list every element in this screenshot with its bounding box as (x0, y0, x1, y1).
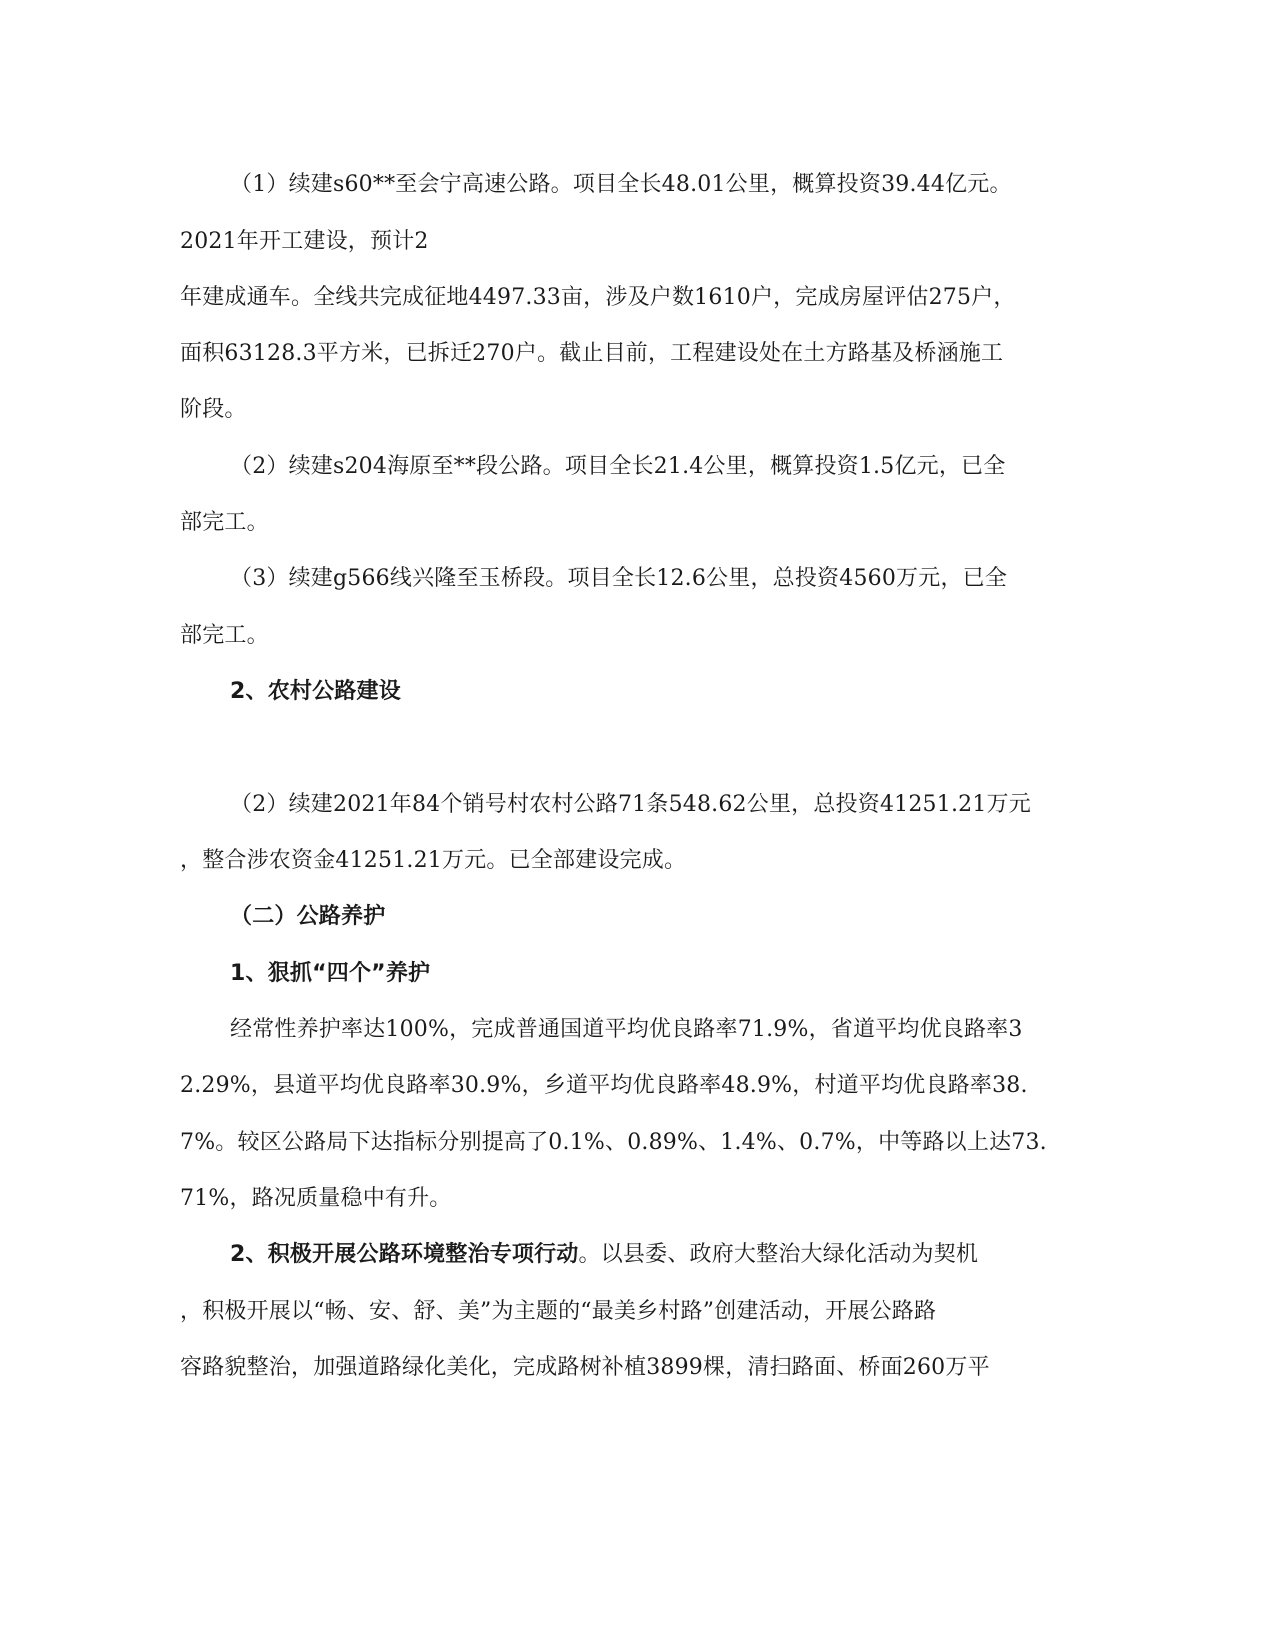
paragraph-environment-line-1 (230, 1240, 978, 1270)
paragraph-s60-line-1: （1）续建s60**至会宁高速公路。项目全长48.01公里，概算投资39.44亿元。 (230, 172, 1012, 197)
paragraph-s60-line-2: 2021年开工建设，预计2 (180, 229, 429, 254)
heading-four-maintenance: 1、狠抓“四个”养护 (230, 961, 431, 986)
paragraph-environment-line-3: 容路貌整治，加强道路绿化美化，完成路树补植3899棵，清扫路面、桥面260万平 (180, 1355, 990, 1380)
heading-rural-roads: 2、农村公路建设 (230, 679, 401, 704)
paragraph-s204-line-2: 部完工。 (180, 510, 269, 535)
paragraph-environment-lead: 2、积极开展公路环境整治专项行动 (230, 1242, 579, 1267)
paragraph-environment-line-2: ，积极开展以“畅、安、舒、美”为主题的“最美乡村路”创建活动，开展公路路 (180, 1299, 937, 1324)
paragraph-maintenance-line-1: 经常性养护率达100%，完成普通国道平均优良路率71.9%，省道平均优良路率3 (230, 1017, 1023, 1042)
paragraph-g566-line-1: （3）续建g566线兴隆至玉桥段。项目全长12.6公里，总投资4560万元，已全 (230, 566, 1008, 591)
paragraph-g566-line-2: 部完工。 (180, 623, 269, 648)
paragraph-maintenance-line-2: 2.29%，县道平均优良路率30.9%，乡道平均优良路率48.9%，村道平均优良路率38. (180, 1073, 1028, 1098)
paragraph-maintenance-line-4: 71%，路况质量稳中有升。 (180, 1186, 452, 1211)
paragraph-s204-line-1: （2）续建s204海原至**段公路。项目全长21.4公里，概算投资1.5亿元，已全 (230, 454, 1006, 479)
paragraph-s60-line-5: 阶段。 (180, 397, 247, 422)
paragraph-rural-line-2: ，整合涉农资金41251.21万元。已全部建设完成。 (180, 848, 687, 873)
paragraph-s60-line-3: 年建成通车。全线共完成征地4497.33亩，涉及户数1610户，完成房屋评估275户， (180, 285, 1016, 310)
heading-road-maintenance: （二）公路养护 (230, 904, 386, 929)
paragraph-s60-line-4: 面积63128.3平方米，已拆迁270户。截止目前，工程建设处在土方路基及桥涵施工 (180, 341, 1004, 366)
paragraph-maintenance-line-3: 7%。较区公路局下达指标分别提高了0.1%、0.89%、1.4%、0.7%，中等路以上达73. (180, 1130, 1047, 1155)
paragraph-environment-text: 。以县委、政府大整治大绿化活动为契机 (578, 1242, 979, 1267)
paragraph-rural-line-1: （2）续建2021年84个销号村农村公路71条548.62公里，总投资41251.21万元 (230, 792, 1031, 817)
